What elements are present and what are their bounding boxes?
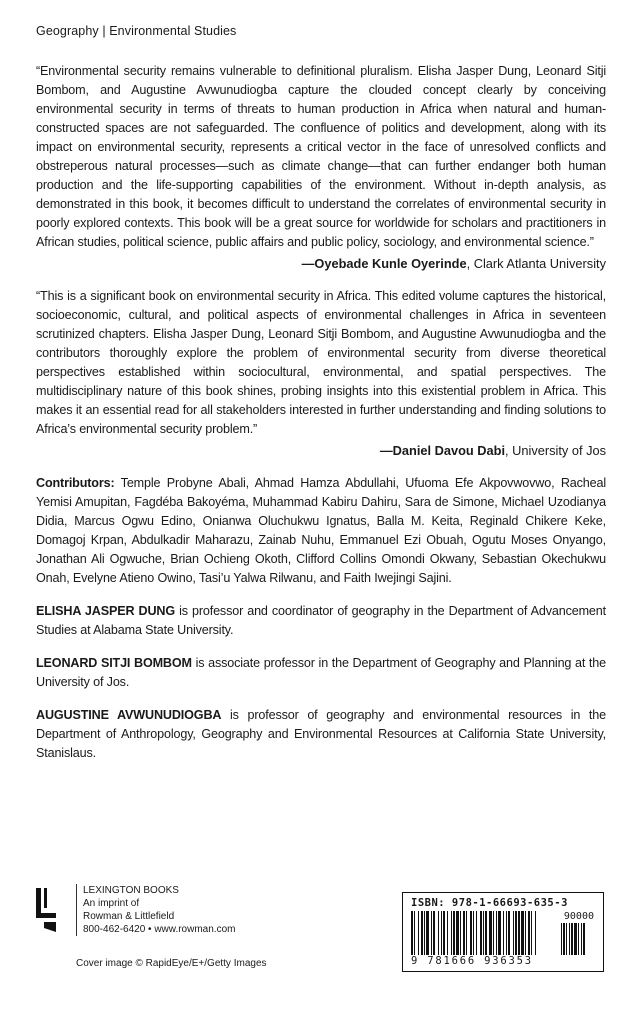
back-cover-text xyxy=(36,24,606,777)
endorsement-attribution-1 xyxy=(36,254,606,273)
contributors-names: Temple Probyne Abali, Ahmad Hamza Abdullahi, Ufuoma Efe Akpovwovwo, Racheal Yemisi Amupitan, Fagdéba Bakoyéma, Muhammad Kabiru Dahiru, Sara de Simone, Michael Uzodianya Didia, Marcus Ogwu Edino, Onianwa Oluchukwu Ignatus, Balla M. Keita, Reginald Chikere Keke, Domagoj Krpan, Abdulkadir Maharazu, Zainab Nuhu, Emmanuel Ezi Obuah, Ogutu Moses Onyango, Jonathan Ali Ogwuche, Brian Ochieng Okoth, Clifford Collins Omondi Okwany, Sebastian Okechukwu Onah, Evelyne Atieno Owino, Tasi’u Yalwa Rilwanu, and Faith Iwejingi Sajini. xyxy=(36,476,606,585)
publisher-name: LEXINGTON BOOKS xyxy=(83,885,179,896)
endorser-name-1: —Oyebade Kunle Oyerinde xyxy=(301,256,467,271)
editor-bio-text-2: is associate professor in the Department of Geography and Planning at the University of Jos. xyxy=(36,656,606,689)
publisher-imprint: An imprint of xyxy=(83,898,140,909)
endorser-affiliation-2: , University of Jos xyxy=(505,443,606,458)
endorsement-attribution-2 xyxy=(36,441,606,460)
isbn-label: ISBN: 978-1-66693-635-3 xyxy=(411,897,568,909)
cover-image-credit: Cover image © RapidEye/E+/Getty Images xyxy=(76,958,267,969)
editor-name-1: ELISHA JASPER DUNG xyxy=(36,604,175,618)
publisher-contact: 800-462-6420 • www.rowman.com xyxy=(83,924,236,935)
contributors-label: Contributors: xyxy=(36,476,115,490)
editor-bio-1 xyxy=(36,602,606,640)
publisher-info xyxy=(76,884,235,936)
publisher-parent: Rowman & Littlefield xyxy=(83,911,175,922)
editor-name-2: LEONARD SITJI BOMBOM xyxy=(36,656,192,670)
category-label: Geography | Environmental Studies xyxy=(36,24,237,38)
editor-bio-2 xyxy=(36,654,606,692)
lexington-books-logo-icon xyxy=(36,888,58,932)
endorser-name-2: —Daniel Davou Dabi xyxy=(379,443,506,458)
editor-bio-text-3: is professor of geography and environmental resources in the Department of Anthropology, Geography and Environmental Resources at California State University, Stanislaus. xyxy=(36,708,606,760)
barcode-digits: 9 781666 936353 xyxy=(411,955,533,967)
endorser-affiliation-1: , Clark Atlanta University xyxy=(466,256,606,271)
editor-bio-text-1: is professor and coordinator of geography in the Department of Advancement Studies at Alabama State University. xyxy=(36,604,606,637)
editor-name-3: AUGUSTINE AVWUNUDIOGBA xyxy=(36,708,222,722)
contributors-list xyxy=(36,474,606,588)
footer xyxy=(36,884,606,994)
editor-bio-3 xyxy=(36,706,606,763)
endorsement-quote-2: “This is a significant book on environmental security in Africa. This edited volume captures the historical, socioeconomic, cultural, and political aspects of environmental challenges in Africa in seventeen scrutinized chapters. Elisha Jasper Dung, Leonard Sitji Bombom, and Augustine Avwunudiogba and the contributors thoroughly explore the problem of environmental security from diverse theoretical perspectives established within sociocultural, environmental, and spatial perspectives. The multidisciplinary nature of this book shines, probing insights into this existential problem in Africa. This makes it an essential read for all stakeholders interested in further understanding and finding solutions to Africa’s environmental security problem.” xyxy=(36,289,606,436)
isbn-barcode-box xyxy=(402,892,604,972)
endorsement-quote-1: “Environmental security remains vulnerable to definitional pluralism. Elisha Jasper Dung, Leonard Sitji Bombom, and Augustine Avwunudiogba capture the clouded concept clearly by conceiving environmental security in terms of threats to human production in Africa when natural and human-constructed spaces are not safeguarded. The confluence of politics and development, along with its impact on environmental security, represents a critical vector in the face of unresolved conflicts and obstreperous natural processes—such as climate change—that can further endanger both human production and the life-supporting capabilities of the environment. Without in-depth analysis, as demonstrated in this book, it becomes difficult to understand the correlates of environmental security in poorly explored contexts. This book will be a great source for worldwide for scholars and practitioners in African studies, political science, public affairs and public policy, sociology, and environmental science.” xyxy=(36,64,606,249)
price-code: 90000 xyxy=(563,911,594,922)
